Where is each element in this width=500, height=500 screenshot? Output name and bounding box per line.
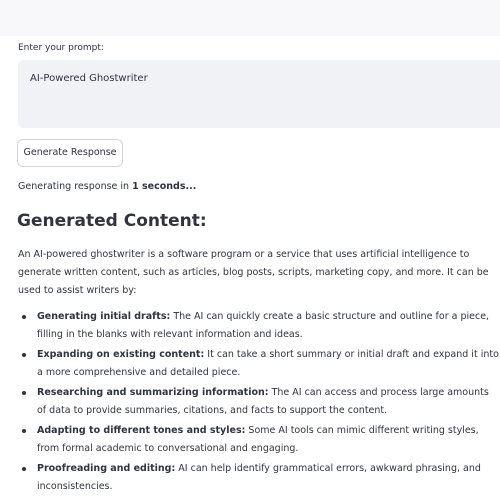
list-item [18, 460, 500, 496]
list-item-text: It can take a short summary or initial draft and expand it into a more comprehensive and detailed piece. [37, 349, 499, 378]
list-item-text: Some AI tools can mimic different writing styles, from formal academic to conversational and engaging. [37, 425, 479, 454]
list-item [18, 346, 500, 382]
list-item [18, 422, 500, 458]
status-prefix: Generating response in [18, 181, 133, 192]
generated-content-heading: Generated Content: [17, 211, 207, 231]
list-item-title: Generating initial drafts: [37, 311, 171, 322]
bullet-dot-icon [22, 429, 26, 433]
list-item-text: The AI can quickly create a basic structure and outline for a piece, filling in the blanks with relevant information and ideas. [37, 311, 490, 340]
list-item [18, 384, 500, 420]
status-countdown: 1 seconds... [132, 181, 197, 192]
generate-response-button[interactable]: Generate Response [17, 139, 123, 167]
list-item-text: AI can help identify grammatical errors, awkward phrasing, and inconsistencies. [37, 463, 481, 492]
bullet-dot-icon [22, 391, 26, 395]
bullet-dot-icon [22, 467, 26, 471]
list-item-title: Expanding on existing content: [37, 349, 205, 360]
list-item [18, 308, 500, 344]
bullet-dot-icon [22, 353, 26, 357]
feature-list [18, 308, 500, 498]
list-item-title: Researching and summarizing information: [37, 387, 269, 398]
list-item-title: Proofreading and editing: [37, 463, 176, 474]
list-item-text: The AI can access and process large amounts of data to provide summaries, citations, and facts to support the content. [37, 387, 489, 416]
status-message [18, 181, 196, 192]
prompt-textarea[interactable]: AI-Powered Ghostwriter [18, 60, 500, 128]
list-item-title: Adapting to different tones and styles: [37, 425, 246, 436]
top-bar [0, 0, 500, 36]
prompt-label: Enter your prompt: [18, 43, 104, 53]
bullet-dot-icon [22, 315, 26, 319]
intro-paragraph: An AI-powered ghostwriter is a software program or a service that uses artificial intelligence to generate written content, such as articles, blog posts, scripts, marketing copy, and more. It can be used to assist writers by: [18, 249, 489, 296]
